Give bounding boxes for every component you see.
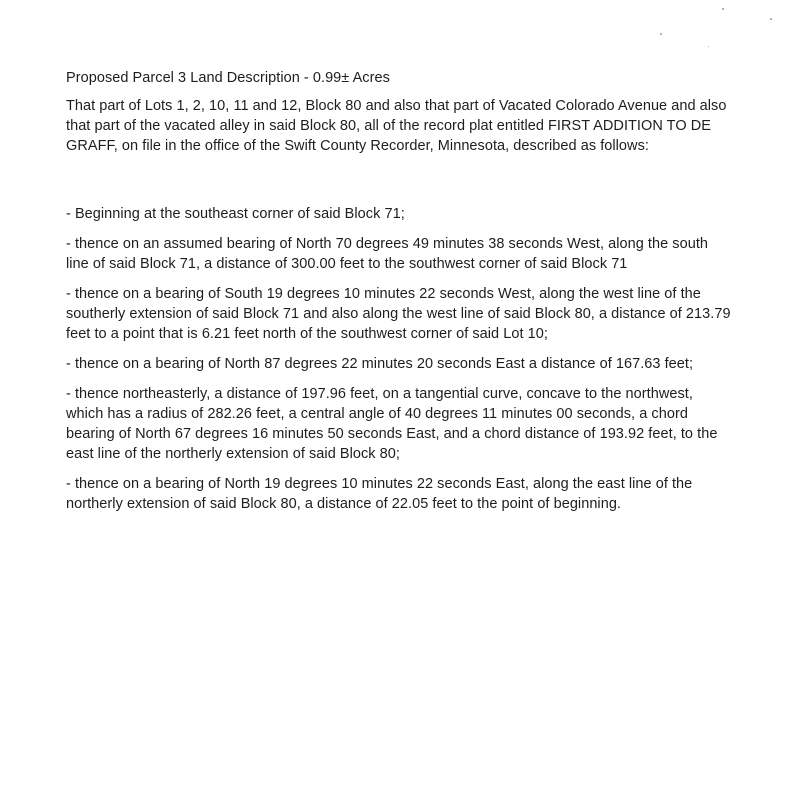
document-title: Proposed Parcel 3 Land Description - 0.99± Acres [66, 70, 390, 86]
land-description [66, 68, 734, 524]
scan-speck [722, 8, 724, 10]
clause-course-1: - thence on an assumed bearing of North 70 degrees 49 minutes 38 seconds West, along the south line of said Block 71, a distance of 300.00 feet to the southwest corner of said Block 71 [66, 236, 709, 272]
scan-speck [770, 18, 772, 20]
intro-paragraph: That part of Lots 1, 2, 10, 11 and 12, Block 80 and also that part of Vacated Colorado Avenue and also that part of the vacated alley in said Block 80, all of the record plat entitled FIRST ADDITION TO DE GRAFF, on file in the office of the Swift County Recorder, Minnesota, described as follows: [66, 98, 727, 154]
scan-speck [660, 33, 662, 35]
clause-beginning: - Beginning at the southeast corner of said Block 71; [66, 206, 405, 222]
clause-course-3: - thence on a bearing of North 87 degrees 22 minutes 20 seconds East a distance of 167.63 feet; [66, 356, 694, 372]
clause-course-final: - thence on a bearing of North 19 degrees 10 minutes 22 seconds East, along the east line of the northerly extension of said Block 80, a distance of 22.05 feet to the point of beginning. [66, 476, 693, 512]
scan-speck [708, 46, 709, 47]
clause-curve: - thence northeasterly, a distance of 197.96 feet, on a tangential curve, concave to the northwest, which has a radius of 282.26 feet, a central angle of 40 degrees 11 minutes 00 seconds, a chord bearing of North 67 degrees 16 minutes 50 seconds East, and a chord distance of 193.92 feet, to the east line of the northerly extension of said Block 80; [66, 386, 718, 462]
clause-course-2: - thence on a bearing of South 19 degrees 10 minutes 22 seconds West, along the west line of the southerly extension of said Block 71 and also along the west line of said Block 80, a distance of 213.79 feet to a point that is 6.21 feet north of the southwest corner of said Lot 10; [66, 286, 731, 342]
